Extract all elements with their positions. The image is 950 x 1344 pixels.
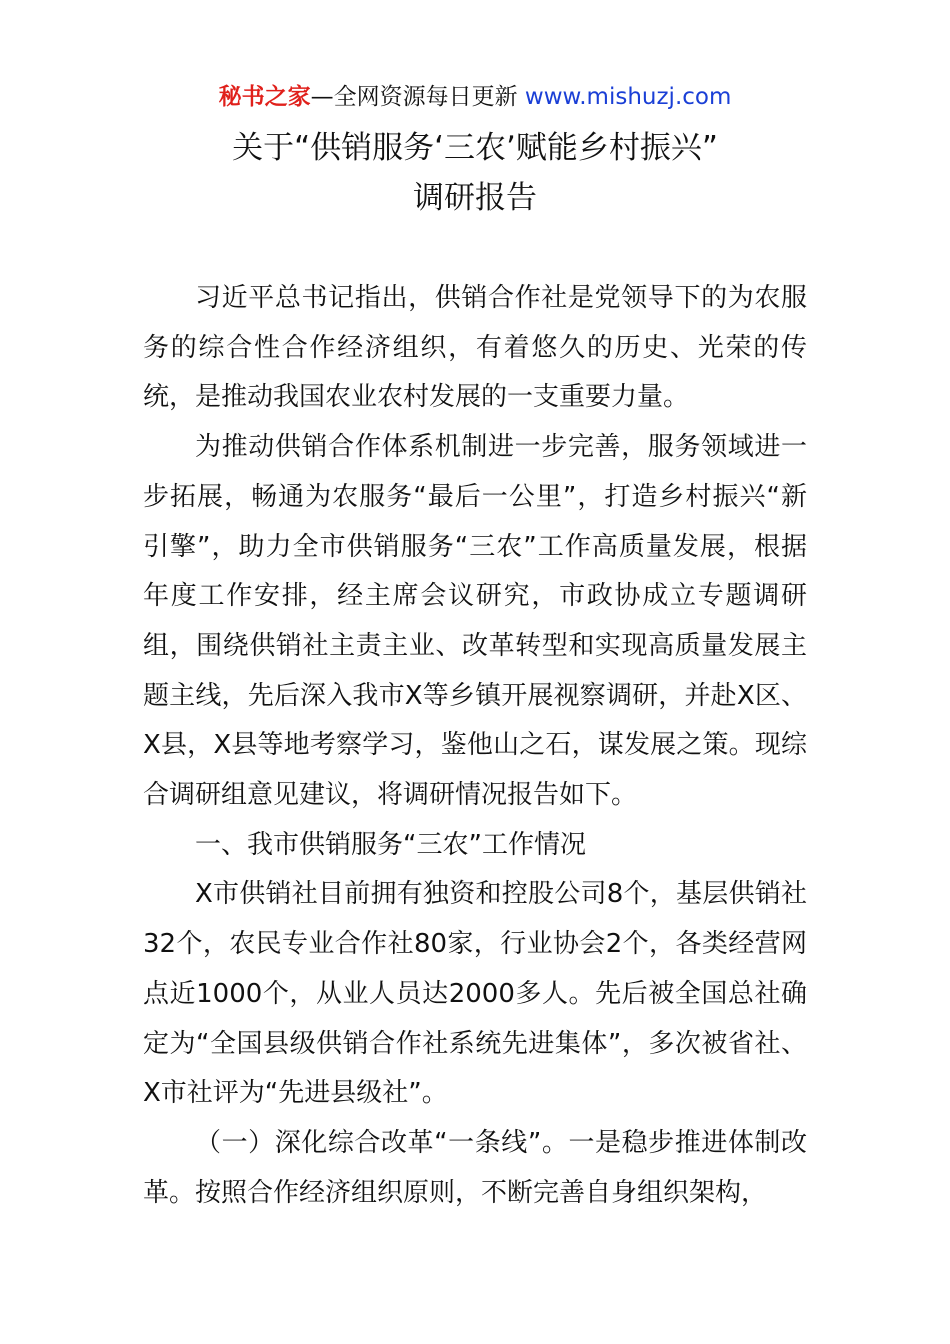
- paragraph-reform: （一）深化综合改革“一条线”。一是稳步推进体制改革。按照合作经济组织原则，不断完善自身组织架构，: [143, 1127, 807, 1208]
- page-header: [0, 80, 950, 114]
- website-link[interactable]: www.mishuzj.com: [524, 84, 732, 110]
- paragraph-overview: X市供销社目前拥有独资和控股公司8个，基层供销社32个，农民专业合作社80家，行业协会2个，各类经营网点近1000个，从业人员达2000多人。先后被全国总社确定为“全国县级供销合作社系统先进集体”，多次被省社、X市社评为“先进县级社”。: [143, 879, 807, 1109]
- brand-name: 秘书之家: [218, 84, 311, 110]
- document-title-line-1: 关于“供销服务‘三农’赋能乡村振兴”: [232, 130, 718, 166]
- header-tagline: —全网资源每日更新: [310, 84, 525, 110]
- document-body: [143, 274, 807, 1218]
- document-title-line-2: 调研报告: [413, 180, 537, 216]
- section-heading-1: 一、我市供销服务“三农”工作情况: [195, 829, 586, 860]
- paragraph-purpose: 为推动供销合作体系机制进一步完善，服务领域进一步拓展，畅通为农服务“最后一公里”，打造乡村振兴“新引擎”，助力全市供销服务“三农”工作高质量发展，根据年度工作安排，经主席会议研究，市政协成立专题调研组，围绕供销社主责主业、改革转型和实现高质量发展主题主线，先后深入我市X等乡镇开展视察调研，并赴X区、X县，X县等地考察学习，鉴他山之石，谋发展之策。现综合调研组意见建议，将调研情况报告如下。: [143, 432, 807, 811]
- paragraph-intro: 习近平总书记指出，供销合作社是党领导下的为农服务的综合性合作经济组织，有着悠久的历史、光荣的传统，是推动我国农业农村发展的一支重要力量。: [143, 283, 807, 413]
